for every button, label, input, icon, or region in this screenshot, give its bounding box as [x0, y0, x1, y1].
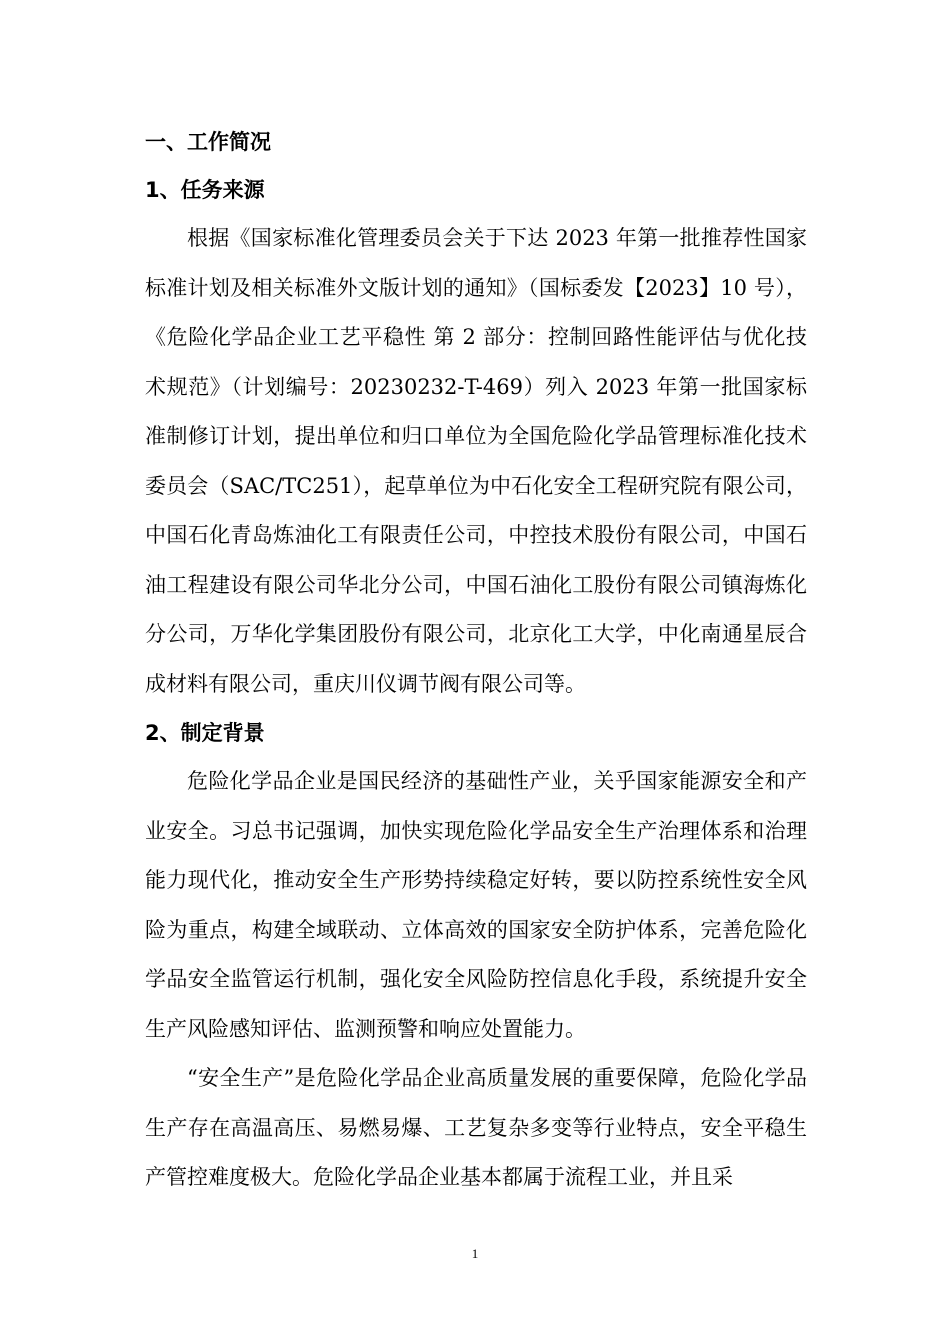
section-heading: 一、工作简况 [145, 130, 271, 154]
subsection-heading-task-source: 1、任务来源 [145, 178, 265, 202]
page-number: 1 [471, 1246, 479, 1261]
paragraph-background-1: 危险化学品企业是国民经济的基础性产业，关乎国家能源安全和产业安全。习总书记强调，加快实现危险化学品安全生产治理体系和治理能力现代化，推动安全生产形势持续稳定好转，要以防控系统性安全风险为重点，构建全域联动、立体高效的国家安全防护体系，完善危险化学品安全监管运行机制，强化安全风险防控信息化手段，系统提升安全生产风险感知评估、监测预警和响应处置能力。 [145, 769, 807, 1041]
paragraph-background-2: “安全生产”是危险化学品企业高质量发展的重要保障，危险化学品生产存在高温高压、易燃易爆、工艺复杂多变等行业特点，安全平稳生产管控难度极大。危险化学品企业基本都属于流程工业，并且采 [145, 1066, 807, 1189]
document-body [145, 118, 807, 1203]
paragraph-task-source: 根据《国家标准化管理委员会关于下达 2023 年第一批推荐性国家标准计划及相关标准外文版计划的通知》（国标委发【2023】10 号），《危险化学品企业工艺平稳性 第 2 部分：控制回路性能评估与优化技术规范》（计划编号：20230232-T-469）列入 2023 年第一批国家标准制修订计划，提出单位和归口单位为全国危险化学品管理标准化技术委员会（SAC/TC251），起草单位为中石化安全工程研究院有限公司，中国石化青岛炼油化工有限责任公司，中控技术股份有限公司，中国石油工程建设有限公司华北分公司，中国石油化工股份有限公司镇海炼化分公司，万华化学集团股份有限公司，北京化工大学，中化南通星辰合成材料有限公司，重庆川仪调节阀有限公司等。 [145, 226, 807, 696]
subsection-heading-background: 2、制定背景 [145, 721, 265, 745]
